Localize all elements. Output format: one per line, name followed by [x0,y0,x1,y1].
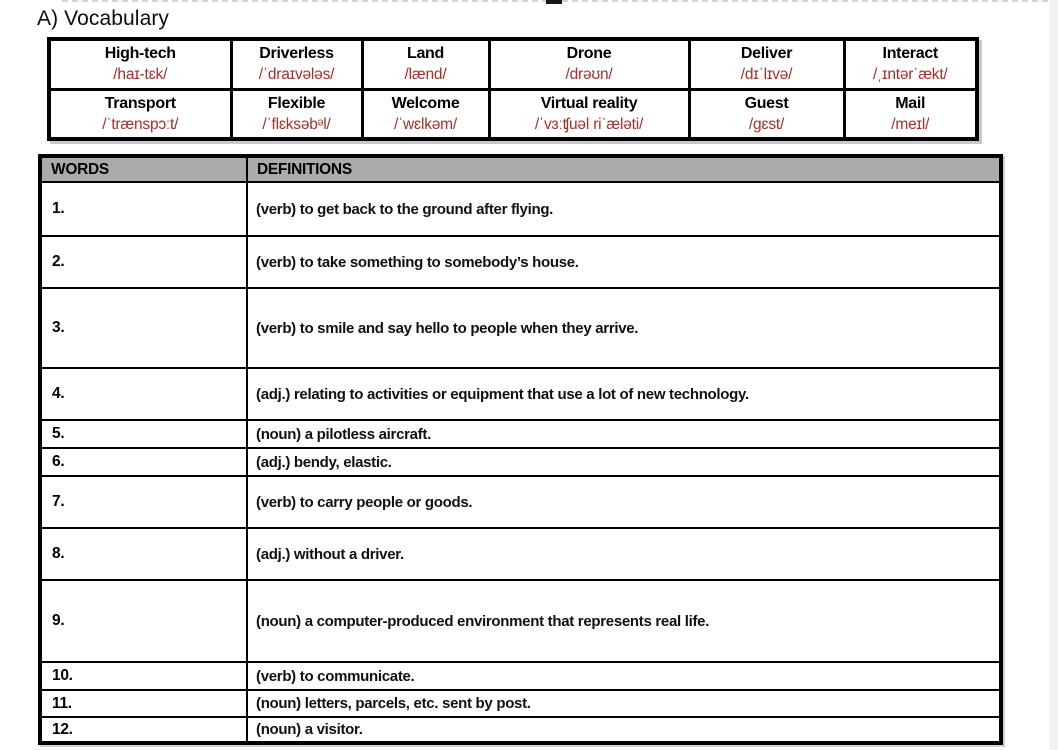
row-number: 8. [40,528,247,580]
vocab-ipa: /ˈtrænspɔːt/ [102,115,179,133]
vocab-row [49,89,977,139]
definitions-column-header: DEFINITIONS [247,156,1001,182]
words-definitions-table [38,154,1003,745]
vocab-ipa: /lænd/ [404,66,447,84]
row-number: 4. [40,368,247,420]
vocab-word: Interact [882,45,938,63]
row-number: 3. [40,288,247,368]
vocab-word: Guest [744,94,789,112]
vocab-ipa: /haɪ-tɛk/ [113,66,168,84]
row-number: 11. [40,690,247,717]
vocab-word: Deliver [740,45,793,63]
vocab-cell-drone [489,39,689,89]
table-row [40,236,1001,288]
vocab-cell-guest [689,89,844,139]
table-header-row [40,156,1001,182]
definition-text: (adj.) without a driver. [247,528,1001,580]
table-row [40,717,1001,743]
row-number: 7. [40,476,247,528]
definition-text: (noun) a visitor. [247,717,1001,743]
section-title: A) Vocabulary [37,7,170,30]
vocab-cell-mail [844,89,977,139]
definition-text: (noun) a pilotless aircraft. [247,420,1001,448]
definition-text: (verb) to carry people or goods. [247,476,1001,528]
vocab-cell-high-tech [49,39,231,89]
vocab-cell-driverless [231,39,362,89]
table-row [40,288,1001,368]
vocab-cell-land [362,39,489,89]
page-top-cut-mark [546,0,562,4]
vocab-word: Transport [104,94,176,112]
vocab-word: Driverless [259,45,334,63]
vocab-cell-transport [49,89,231,139]
row-number: 10. [40,662,247,690]
row-number: 6. [40,448,247,476]
vocab-cell-flexible [231,89,362,139]
definition-text: (verb) to communicate. [247,662,1001,690]
row-number: 1. [40,182,247,236]
table-row [40,580,1001,662]
vocab-ipa: /dɪˈlɪvə/ [740,66,793,84]
vocab-ipa: /ˈdraɪvələs/ [258,66,335,84]
table-row [40,448,1001,476]
row-number: 9. [40,580,247,662]
table-row [40,368,1001,420]
vocab-word: Mail [895,94,926,112]
vocab-word: Virtual reality [540,94,638,112]
table-row [40,662,1001,690]
vocab-cell-interact [844,39,977,89]
definition-text: (verb) to get back to the ground after flying. [247,182,1001,236]
table-row [40,420,1001,448]
definition-text: (adj.) bendy, elastic. [247,448,1001,476]
vocab-ipa: /gɛst/ [748,115,785,133]
row-number: 12. [40,717,247,743]
table-row [40,476,1001,528]
definition-text: (noun) a computer-produced environment that represents real life. [247,580,1001,662]
vocab-ipa: /meɪl/ [891,115,930,133]
table-row [40,690,1001,717]
vocab-word: Flexible [267,94,326,112]
vocab-row [49,39,977,89]
vocab-word: Land [406,45,445,63]
vocab-ipa: /ˈvɜːʧuəl riˈæləti/ [534,115,644,133]
page-edge-strip [1049,0,1058,750]
vocab-cell-welcome [362,89,489,139]
words-column-header: WORDS [40,156,247,182]
vocab-ipa: /drəʊn/ [565,66,613,84]
vocab-ipa: /ˌɪntərˈækt/ [872,66,948,84]
table-row [40,182,1001,236]
definition-text: (adj.) relating to activities or equipment that use a lot of new technology. [247,368,1001,420]
vocab-cell-deliver [689,39,844,89]
vocab-word: High-tech [104,45,176,63]
row-number: 5. [40,420,247,448]
vocab-ipa: /ˈwɛlkəm/ [393,115,457,133]
vocab-word: Welcome [391,94,460,112]
vocab-ipa: /ˈflɛksəbᵊl/ [262,115,331,133]
vocab-cell-virtual-reality [489,89,689,139]
definition-text: (verb) to smile and say hello to people when they arrive. [247,288,1001,368]
definition-text: (noun) letters, parcels, etc. sent by post. [247,690,1001,717]
row-number: 2. [40,236,247,288]
definition-text: (verb) to take something to somebody’s house. [247,236,1001,288]
vocab-word: Drone [566,45,612,63]
vocabulary-pronunciation-table [47,37,979,141]
table-row [40,528,1001,580]
